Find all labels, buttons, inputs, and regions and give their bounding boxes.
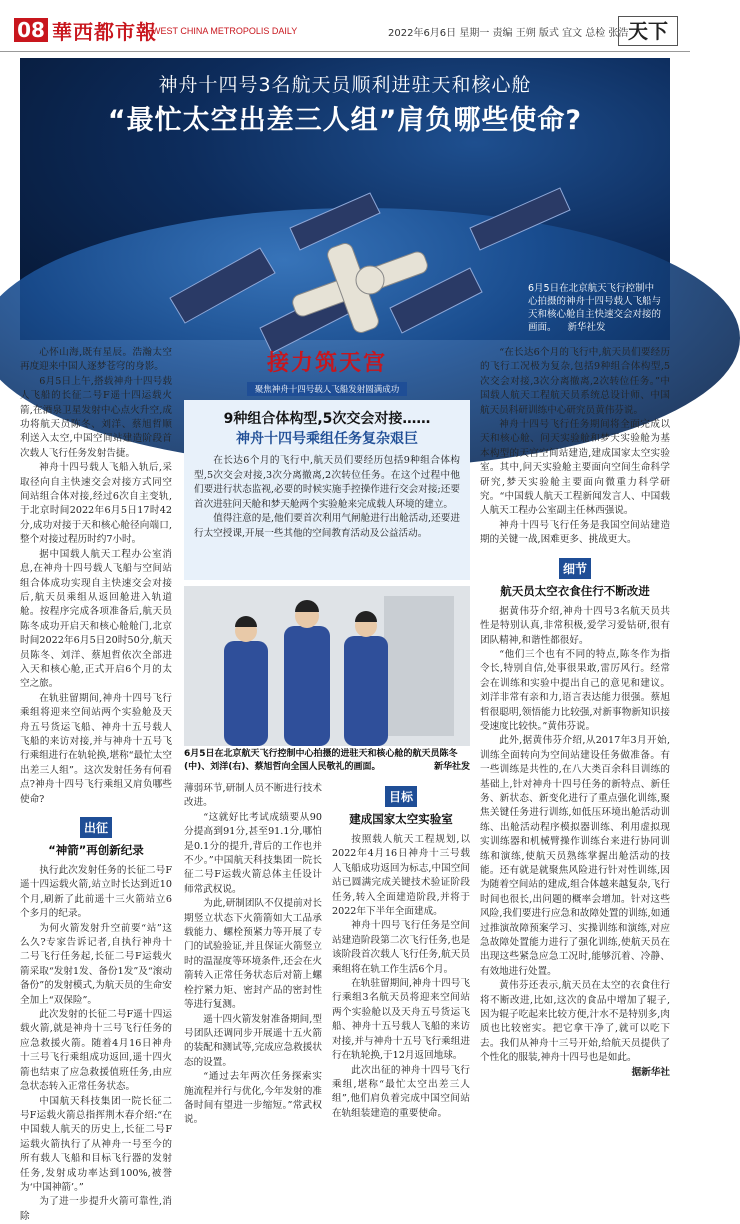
paragraph: 6月5日上午,搭载神舟十四号载人飞船的长征二号F遥十四运载火箭,在酒泉卫星发射中心点火升空,成功将航天员陈冬、刘洋、蔡旭哲顺利送入太空,中国空间站建造阶段首次载人飞行任务发射告捷。 [20, 375, 172, 459]
paragraph: 心怀山海,既有星辰。浩瀚太空再度迎来中国人逐梦苍穹的身影。 [20, 347, 172, 373]
article-credit: 据新华社 [631, 1066, 670, 1078]
feature-banner [184, 346, 470, 398]
banner-subtitle: 聚焦神舟十四号载人飞船发射圆满成功 [247, 382, 408, 396]
paragraph: 据黄伟芬介绍,神舟十四号3名航天员共性是特别认真,非常积极,爱学习爱钻研,很有团队精神,和谐性都很好。 [480, 605, 670, 646]
subsection-header [332, 786, 470, 827]
paragraph: 执行此次发射任务的长征二号F遥十四运载火箭,站立时长达到近10个月,刷新了此前遥十三火箭站立6个多月的纪录。 [20, 865, 172, 920]
paragraph: 在轨驻留期间,神舟十四号飞行乘组3名航天员将迎来空间站两个实验舱以及天舟五号货运飞船、神舟十五号载人飞船的来访对接,并与神舟十五号飞行乘组进行在轨轮换,于12月返回地球。 [332, 978, 470, 1062]
paragraph: 黄伟芬还表示,航天员在太空的衣食住行将不断改进,比如,这次的食品中增加了辊子,因为辊子吃起来比较方便,汁水不是特别多,肉质也比较密实。把它拿干净了,就可以吃下去。我们从神舟十三号开始,给航天员提供了个性化的服装,神舟十四号也是如此。 [480, 980, 670, 1064]
paragraph: 神舟十四号载人飞船入轨后,采取径向自主快速交会对接方式同空间站组合体对接,经过6次自主变轨,于北京时间2022年6月5日17时42分,成功对接于天和核心舱径向端口,整个对接过程历时约7小时。 [20, 462, 172, 546]
paragraph: 在轨驻留期间,神舟十四号飞行乘组将迎来空间站两个实验舱及天舟五号货运飞船、神舟十五号载人飞船的来访对接,并与神舟十五号飞行乘组进行在轨轮换,堪称“最忙太空出差三人组”。这次发射任务有何看点?神舟十四号飞行乘组又肩负哪些使命? [20, 692, 172, 805]
photo-credit: 新华社发 [433, 762, 470, 772]
subsection-header [20, 817, 172, 858]
hero-credit: 新华社发 [567, 322, 606, 333]
subsection-header [480, 558, 670, 599]
hero-image [20, 58, 670, 340]
paragraph: 此外,据黄伟芬介绍,从2017年3月开始,训练全面转向为空间站建设任务做准备。有一些训练是共性的,在八大类百余科目训练的基础上,针对神舟十四号任务的新特点、新任务、新状态、新变化进行了重点强化训练,聚焦关键任务进行训练,如低压环境出舱活动训练、出舱活动程序模拟器训练、利用虚拟现实训练器和机械臂操作训练台来进行协同训练和演练,使航天员熟练掌握出舱活动的技能。还有就是就聚焦风险进行针对性训练,因为随着空间站的建成,组合体越来越复杂,飞行时间也很长,出问题的概率会增加。针对这些风险,我们要进行应急和故障处置的训练,如通过推演故障预案学习、实操训练和演练,对应急故障处置能力进行了强化训练,使航天员在出现这些紧急应急工况时,能够沉着、冷静、有效地进行处置。 [480, 735, 670, 977]
hero-caption [528, 282, 662, 334]
info-box-paragraph: 在长达6个月的飞行中,航天员们要经历包括9种组合体构型,5次交会对接,3次分离撤离,2次转位任务。在这个过程中他们要进行状态监视,必要的时候实施手控操作进行交会对接;还要首次进驻问天舱和梦天舱两个实验舱来完成载人环境的建立。 [194, 455, 460, 510]
paragraph: “通过去年两次任务探索实施流程并行与优化,今年发射的准备时间有望进一步缩短。”常武权说。 [184, 1071, 322, 1126]
subsection-badge: 细节 [559, 558, 591, 579]
paper-name: 華西都市報 [52, 20, 157, 44]
photo-caption [184, 748, 470, 774]
banner-title: 接力筑天宫 [266, 351, 387, 376]
paragraph: 为了进一步提升火箭可靠性,消除 [20, 1196, 172, 1222]
astronauts-illustration [184, 586, 470, 746]
subsection-title: 建成国家太空实验室 [349, 812, 453, 826]
paper-name-en: WEST CHINA METROPOLIS DAILY [152, 26, 298, 36]
date-line: 2022年6月6日 星期一 责编 王朔 版式 宜文 总检 张浩 [388, 28, 629, 39]
info-box [184, 400, 470, 580]
masthead [0, 0, 690, 52]
column-3 [480, 346, 670, 1080]
paragraph: 遥十四火箭发射准备期间,型号团队还调同步开展遥十五火箭的装配和测试等,完成应急救援状态的设置。 [184, 1013, 322, 1068]
paragraph: 此次发射的长征二号F遥十四运载火箭,就是神舟十三号飞行任务的应急救援火箭。随着4月16日神舟十三号飞行乘组成功返回,遥十四火箭也结束了应急救援值班任务,由应急状态转入正常任务状态。 [20, 1009, 172, 1093]
paragraph: “在长达6个月的飞行中,航天员们要经历的飞行工况极为复杂,包括9种组合体构型,5次交会对接,3次分离撤离,2次转位任务。”中国载人航天工程航天员系统总设计师、中国航天员科研训练中心研究员黄伟芬说。 [480, 347, 670, 416]
hero-caption-text: 6月5日在北京航天飞行控制中心拍摄的神舟十四号载人飞船与天和核心舱自主快速交会对接的画面。 [528, 283, 662, 333]
paragraph: 为此,研制团队不仅提前对长期竖立状态下火箭箭如大工品承载能力、螺栓预紧力等开展了专门的试验验证,并且保证火箭竖立时的温湿度等环境条件,还会在火箭转入正常任务状态后对箭上螺栓拧紧力矩、密封产品的密封性等进行复测。 [184, 898, 322, 1011]
column-1 [20, 346, 172, 1224]
info-box-paragraph: 值得注意的是,他们要首次利用气闸舱进行出舱活动,还要进行太空授课,开展一些其他的空间教育活动及公益活动。 [194, 513, 460, 539]
subsection-title: 航天员太空衣食住行不断改进 [500, 583, 650, 598]
paragraph: 按照载人航天工程规划,以2022年4月16日神舟十三号载人飞船成功返回为标志,中国空间站已圆满完成关键技术验证阶段任务,转入全面建造阶段,并将于2022年下半年全面建成。 [332, 834, 470, 918]
paragraph: 神舟十四号飞行任务期间将全面完成以天和核心舱、问天实验舱和梦天实验舱为基本构型的天宫空间站建造,建成国家太空实验室。其中,问天实验舱主要面向空间生命科学研究,梦天实验舱主要面向微重力科学研究。“中国载人航天工程新闻发言人、中国载人航天工程办公室副主任林西强说。 [480, 419, 670, 517]
paragraph: 神舟十四号飞行任务是空间站建造阶段第二次飞行任务,也是该阶段首次载人飞行任务,航天员乘组将在轨工作生活6个月。 [332, 920, 470, 975]
subsection-badge: 出征 [80, 817, 112, 838]
photo-caption-text: 6月5日在北京航天飞行控制中心拍摄的进驻天和核心舱的航天员陈冬(中)、刘洋(右)、蔡旭哲向全国人民敬礼的画面。 [184, 749, 458, 772]
hero-subtitle: 神舟十四号3名航天员顺利进驻天和核心舱 [158, 74, 532, 96]
paragraph: 此次出征的神舟十四号飞行乘组,堪称“最忙太空出差三人组”,他们肩负着完成中国空间站在轨组装建造的重要使命。 [332, 1064, 470, 1119]
column-2a [184, 782, 322, 1128]
paragraph: 薄弱环节,研制人员不断进行技术改进。 [184, 783, 322, 809]
paragraph: 神舟十四号飞行任务是我国空间站建造期的关键一战,困难更多、挑战更大。 [480, 519, 670, 546]
column-2b [332, 782, 470, 1121]
paragraph: 据中国载人航天工程办公室消息,在神舟十四号载人飞船与空间站组合体成功实现自主快速交会对接后,航天员乘组从返回舱进入轨道舱。按程序完成各项准备后,航天员陈冬成功开启天和核心舱舱门,北京时间2022年6月5日20时50分,航天员陈冬、刘洋、蔡旭哲依次全部进入天和核心舱,正式开启6个月的太空之旅。 [20, 548, 172, 690]
info-box-title: 9种组合体构型,5次交会对接…… [223, 411, 431, 427]
hero-title: “最忙太空出差三人组”肩负哪些使命? [107, 105, 583, 136]
subsection-badge: 目标 [385, 786, 417, 807]
paragraph: 为何火箭发射升空前要“站”这么久?专家告诉记者,自执行神舟十二号飞行任务起,长征二号F运载火箭采取“发射1发、备份1发”及“滚动备份”的发射模式,为航天员的生命安全加上“双保险”。 [20, 922, 172, 1006]
paragraph: 中国航天科技集团一院长征二号F运载火箭总指挥荆木春介绍:“在中国载人航天的历史上,长征二号F运载火箭执行了从神舟一号至今的所有载人飞船和目标飞行器的发射任务,发射成功率达到100%,被誉为‘中国神箭’。” [20, 1095, 172, 1193]
astronauts-photo [184, 586, 470, 746]
feature-block [184, 346, 470, 746]
page-number: 08 [14, 18, 48, 42]
paragraph: “他们三个也有不同的特点,陈冬作为指令长,特别自信,处事很果敢,雷厉风行。经常会在训练和实验中提出自己的意见和建议。刘洋非常有亲和力,语言表达能力很强。蔡旭哲很聪明,领悟能力比较强,对新事物新知识接受速度比较快。”黄伟芬说。 [480, 648, 670, 732]
paragraph: “这就好比考试成绩要从90分提高到91分,甚至91.1分,哪怕是0.1分的提升,背后的工作也并不少。”中国航天科技集团一院长征二号F运载火箭总体主任设计师常武权说。 [184, 811, 322, 895]
section-label: 天下 [618, 16, 678, 46]
info-box-subtitle: 神舟十四号乘组任务复杂艰巨 [236, 431, 418, 447]
subsection-title: “神箭”再创新纪录 [48, 843, 144, 857]
